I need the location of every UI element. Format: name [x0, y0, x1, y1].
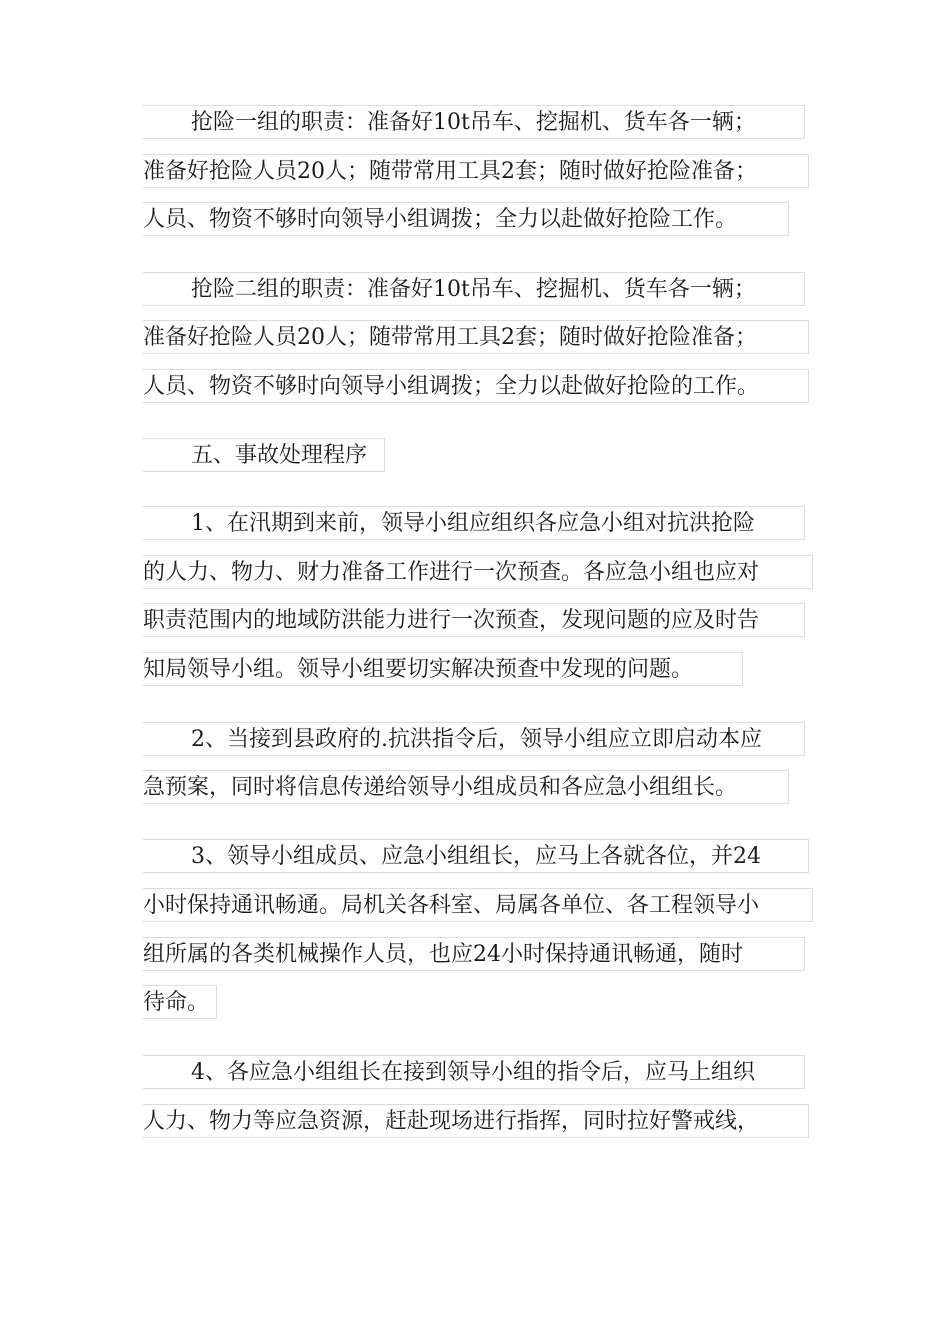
text-line: 抢险二组的职责：准备好10t吊车、挖掘机、货车各一辆；: [143, 272, 805, 306]
text-line: 准备好抢险人员20人；随带常用工具2套；随时做好抢险准备；: [143, 154, 809, 188]
section-heading: 五、事故处理程序: [143, 438, 385, 472]
text-line: 人力、物力等应急资源，赶赴现场进行指挥，同时拉好警戒线，: [143, 1104, 809, 1138]
text-line: 2、当接到县政府的.抗洪指令后，领导小组应立即启动本应: [143, 722, 805, 756]
text-line: 人员、物资不够时向领导小组调拨；全力以赴做好抢险工作。: [143, 202, 789, 236]
text-line: 人员、物资不够时向领导小组调拨；全力以赴做好抢险的工作。: [143, 369, 809, 403]
text-line: 待命。: [143, 985, 217, 1019]
text-line: 组所属的各类机械操作人员，也应24小时保持通讯畅通，随时: [143, 937, 805, 971]
text-line: 1、在汛期到来前，领导小组应组织各应急小组对抗洪抢险: [143, 506, 805, 540]
text-line: 4、各应急小组组长在接到领导小组的指令后，应马上组织: [143, 1055, 805, 1089]
text-line: 小时保持通讯畅通。局机关各科室、局属各单位、各工程领导小: [143, 888, 813, 922]
text-line: 3、领导小组成员、应急小组组长，应马上各就各位，并24: [143, 839, 809, 873]
text-line: 抢险一组的职责：准备好10t吊车、挖掘机、货车各一辆；: [143, 105, 805, 139]
text-line: 的人力、物力、财力准备工作进行一次预查。各应急小组也应对: [143, 555, 813, 589]
text-line: 知局领导小组。领导小组要切实解决预查中发现的问题。: [143, 652, 743, 686]
text-line: 准备好抢险人员20人；随带常用工具2套；随时做好抢险准备；: [143, 320, 809, 354]
text-line: 职责范围内的地域防洪能力进行一次预查，发现问题的应及时告: [143, 603, 805, 637]
text-line: 急预案，同时将信息传递给领导小组成员和各应急小组组长。: [143, 770, 789, 804]
